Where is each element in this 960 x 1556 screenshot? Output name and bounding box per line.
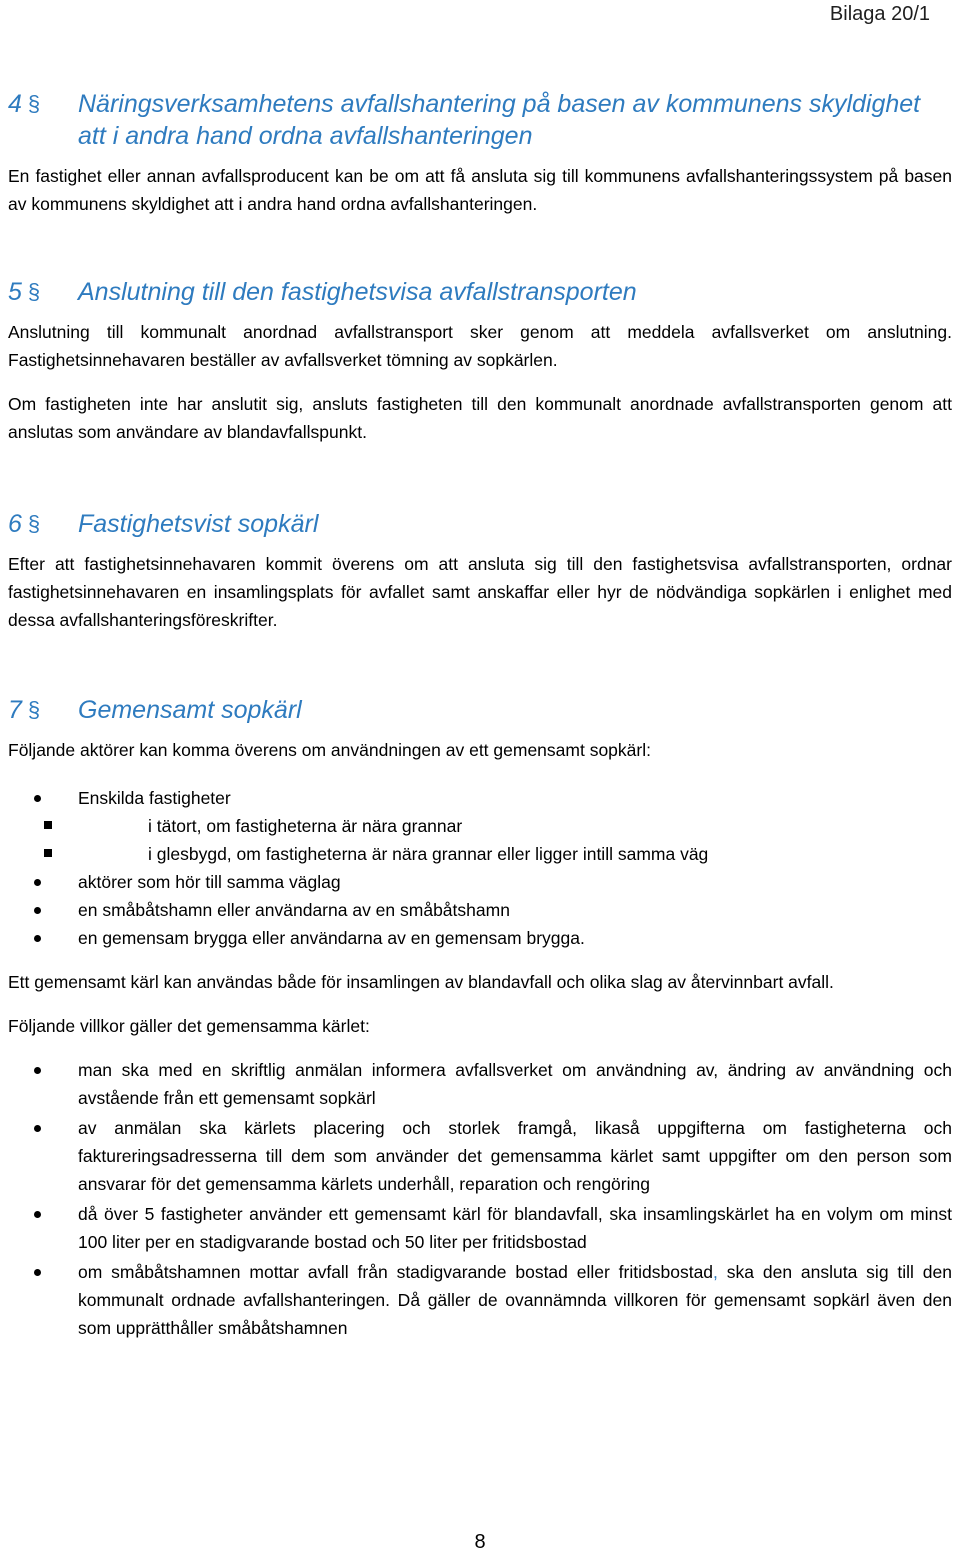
list-item: av anmälan ska kärlets placering och storlek framgå, likaså uppgifterna om fastigheterna och faktureringsadresserna till dem som använder det gemensamma kärlet samt uppgifter om den person som ansvarar för det gemensamma kärlets underhåll, reparation och rengöring xyxy=(8,1114,952,1198)
actors-list xyxy=(8,784,952,952)
highlighted-comma: , xyxy=(713,1262,718,1282)
section-paragraph: Efter att fastighetsinnehavaren kommit överens om att ansluta sig till den fastighetsvisa avfallstransporten, ordnar fastighetsinnehavaren en insamlingsplats för avfallet samt anskaffar eller hyr de nödvändiga sopkärlen i enlighet med dessa avfallshanteringsföreskrifter. xyxy=(8,554,952,630)
section-title: Gemensamt sopkärl xyxy=(78,696,302,724)
section-title: Anslutning till den fastighetsvisa avfallstransporten xyxy=(78,278,637,306)
conditions-list xyxy=(8,1056,952,1342)
paragraph-sign: § xyxy=(27,91,41,116)
list-item: en gemensam brygga eller användarna av en gemensam brygga. xyxy=(8,924,952,952)
section-title: Fastighetsvist sopkärl xyxy=(78,510,319,538)
section-6 xyxy=(8,508,952,634)
section-number: 4 xyxy=(8,90,22,118)
list-item xyxy=(8,1258,952,1342)
conditions-intro: Följande villkor gäller det gemensamma kärlet: xyxy=(8,1016,370,1036)
list-item-text: Enskilda fastigheter xyxy=(78,788,231,808)
sub-list xyxy=(8,812,952,868)
paragraph-sign: § xyxy=(27,279,41,304)
list-item xyxy=(8,784,952,868)
list-item: aktörer som hör till samma väglag xyxy=(8,868,952,896)
section-number: 7 xyxy=(8,696,22,724)
section-number: 5 xyxy=(8,278,22,306)
section-heading xyxy=(8,694,952,726)
section-paragraph: Anslutning till kommunalt anordnad avfallstransport sker genom att meddela avfallsverket om anslutning. Fastighetsinnehavaren beställer av avfallsverket tömning av sopkärlen. xyxy=(8,322,952,370)
section-paragraph: En fastighet eller annan avfallsproducent kan be om att få ansluta sig till kommunens avfallshanteringssystem på basen av kommunens skyldighet att i andra hand ordna avfallshanteringen. xyxy=(8,166,952,214)
section-paragraph: Om fastigheten inte har anslutit sig, ansluts fastigheten till den kommunalt anordnade avfallstransporten genom att anslutas som användare av blandavfallspunkt. xyxy=(8,394,952,442)
sub-list-item: i glesbygd, om fastigheterna är nära grannar eller ligger intill samma väg xyxy=(8,840,952,868)
document-body xyxy=(8,88,952,1342)
section-4 xyxy=(8,88,952,218)
page-number: 8 xyxy=(474,1531,486,1553)
section-intro: Följande aktörer kan komma överens om användningen av ett gemensamt sopkärl: xyxy=(8,740,651,760)
section-title: Näringsverksamhetens avfallshantering på basen av kommunens skyldighet att i andra hand ordna avfallshanteringen xyxy=(78,90,921,150)
list-item-text: om småbåtshamnen mottar avfall från stadigvarande bostad eller fritidsbostad xyxy=(78,1262,714,1282)
section-paragraph: Ett gemensamt kärl kan användas både för insamlingen av blandavfall och olika slag av återvinnbart avfall. xyxy=(8,972,834,992)
list-item: en småbåtshamn eller användarna av en småbåtshamn xyxy=(8,896,952,924)
section-heading xyxy=(8,88,952,152)
section-number: 6 xyxy=(8,510,22,538)
section-7 xyxy=(8,694,952,1342)
section-heading xyxy=(8,508,952,540)
paragraph-sign: § xyxy=(27,697,41,722)
section-heading xyxy=(8,276,952,308)
section-5 xyxy=(8,276,952,446)
list-item: då över 5 fastigheter använder ett gemensamt kärl för blandavfall, ska insamlingskärlet ha en volym om minst 100 liter per en stadigvarande bostad och 50 liter per fritidsbostad xyxy=(8,1200,952,1256)
paragraph-sign: § xyxy=(27,511,41,536)
list-item-text: ska den ansluta sig till den kommunalt ordnade avfallshanteringen. Då gäller de ovannämnda villkoren för gemensamt sopkärl även den som upprätthåller småbåtshamnen xyxy=(78,1262,952,1338)
list-item: man ska med en skriftlig anmälan informera avfallsverket om användning av, ändring av användning och avstående från ett gemensamt sopkärl xyxy=(8,1056,952,1112)
sub-list-item: i tätort, om fastigheterna är nära grannar xyxy=(8,812,952,840)
page-header-bilaga: Bilaga 20/1 xyxy=(829,3,930,25)
